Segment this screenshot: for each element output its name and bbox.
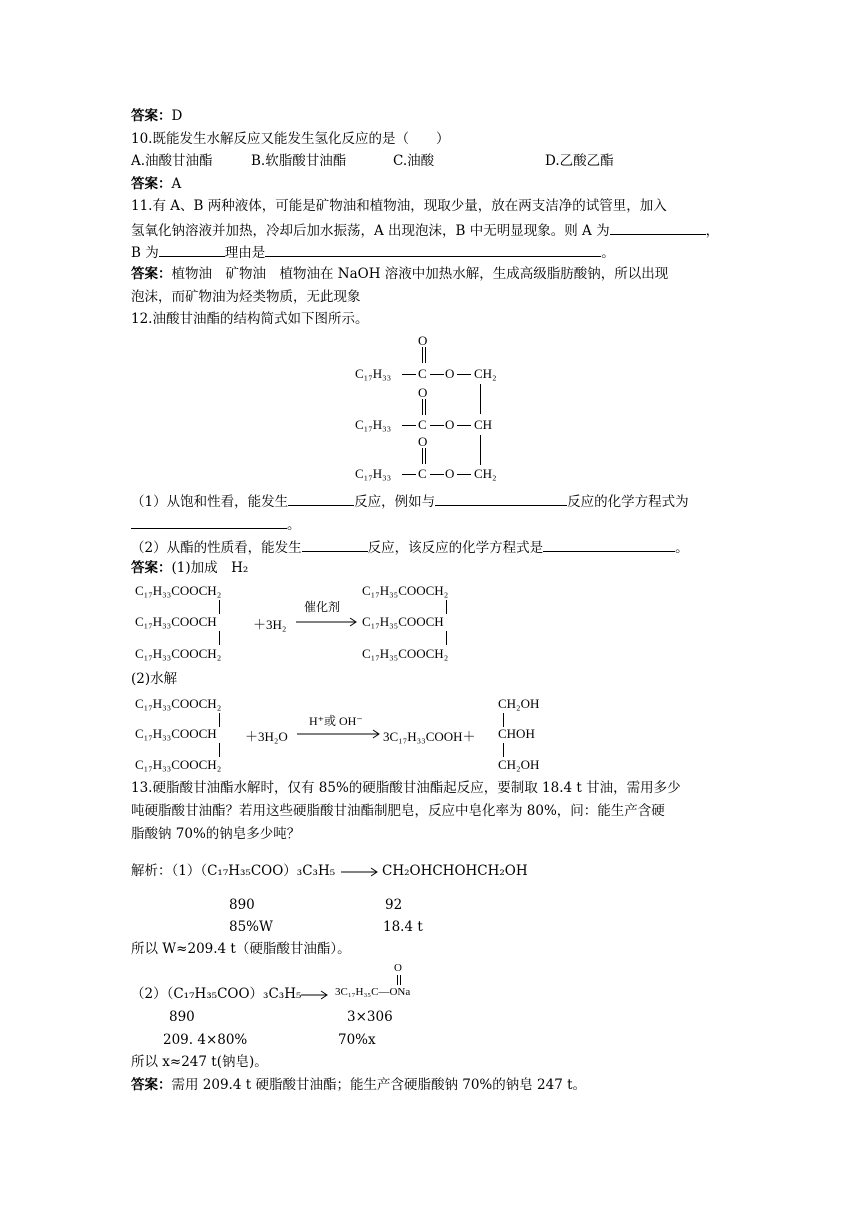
value-1: 209. 4×80% xyxy=(163,1032,248,1048)
bond xyxy=(219,600,220,614)
period: 。 xyxy=(287,517,301,533)
bond xyxy=(402,425,416,426)
plus-h2: ＋3H₂ xyxy=(253,617,287,632)
answer-label: 答案： xyxy=(131,176,172,192)
option-c: C.油酸 xyxy=(393,153,435,169)
double-bond xyxy=(422,399,423,415)
product-line: C₁₇H₃₅COOCH xyxy=(362,614,444,629)
q13-line2: 吨硬脂酸甘油酯？若用这些硬脂酸甘油酯制肥皂，反应中皂化率为 80%，问：能生产含硬 xyxy=(131,803,665,819)
reaction-arrow-icon xyxy=(341,867,381,877)
bond xyxy=(430,374,444,375)
double-bond xyxy=(400,975,401,985)
molar-mass-2: 92 xyxy=(385,897,403,913)
sub1-text: （1）从饱和性看，能发生 xyxy=(131,494,289,510)
blank-b xyxy=(159,242,225,257)
answer-text: 需用 209.4 t 硬脂酸甘油酯；能生产含硬脂酸钠 70%的钠皂 247 t。 xyxy=(171,1077,587,1093)
answer-label: 答案： xyxy=(131,108,172,124)
blank xyxy=(288,491,354,506)
molar-mass-1: 890 xyxy=(169,1009,195,1025)
answer-label: 答案： xyxy=(131,560,172,576)
reactant-line: C₁₇H₃₃COOCH₂ xyxy=(135,583,222,598)
bond xyxy=(457,374,471,375)
period: 。 xyxy=(601,245,615,261)
double-bond xyxy=(397,975,398,985)
ester-o: O xyxy=(445,417,455,432)
q11-reason-label: 理由是 xyxy=(224,245,266,261)
q12-question: 12.油酸甘油酯的结构简式如下图所示。 xyxy=(131,311,369,327)
q13-line1: 13.硬脂酸甘油酯水解时，仅有 85%的硬脂酸甘油酯起反应，要制取 18.4 t 甘油，需用多少 xyxy=(131,780,681,796)
q12-sub2 xyxy=(131,537,689,557)
q11-line2: 氢氧化钠溶液并加热，冷却后加水振荡，A 出现泡沫，B 中无明显现象。则 A 为 ， xyxy=(131,220,719,240)
result-2: 所以 x≈247 t(钠皂)。 xyxy=(131,1054,268,1070)
carbonyl-c: C xyxy=(418,466,427,481)
bond xyxy=(219,631,220,645)
value-2: 70%x xyxy=(338,1032,376,1048)
answer-label: 答案： xyxy=(131,1077,172,1093)
reactant-line: C₁₇H₃₃COOCH₂ xyxy=(135,646,222,661)
bond xyxy=(457,425,471,426)
glycerol-product: CH₂OHCHOHCH₂OH xyxy=(382,863,528,879)
sub2-text: （2）从酯的性质看，能发生 xyxy=(131,540,302,556)
q10-answer xyxy=(131,175,181,193)
fatty-acid-product: 3C₁₇H₃₃COOH＋ xyxy=(383,729,476,744)
catalyst-label: 催化剂 xyxy=(304,600,341,614)
option-d: D.乙酸乙酯 xyxy=(545,153,614,169)
ch2-group: CH₂ xyxy=(474,466,497,481)
blank xyxy=(543,537,675,552)
reaction-arrow-icon xyxy=(297,729,383,739)
reactant-line: C₁₇H₃₃COOCH₂ xyxy=(135,696,222,711)
molar-mass-2: 3×306 xyxy=(347,1009,393,1025)
carbonyl-o: O xyxy=(418,434,428,449)
carbonyl-o: O xyxy=(418,385,428,400)
sub2-text: 反应，该反应的化学方程式是 xyxy=(367,540,544,556)
answer-value: A xyxy=(171,176,182,192)
molar-mass-1: 890 xyxy=(229,897,255,913)
bond xyxy=(430,425,444,426)
q10-question: 10.既能发生水解反应又能发生氢化反应的是（ ） xyxy=(131,131,450,147)
blank-reason xyxy=(265,242,601,257)
q13-answer xyxy=(131,1076,586,1094)
blank-a xyxy=(610,220,706,235)
double-bond xyxy=(425,448,426,464)
bond xyxy=(402,474,416,475)
r-group: C₁₇H₃₃ xyxy=(355,466,392,481)
option-b: B.软脂酸甘油酯 xyxy=(251,153,347,169)
bond xyxy=(503,743,504,757)
carbonyl-c: C xyxy=(418,417,427,432)
q10-options xyxy=(131,152,614,170)
result-1: 所以 W≈209.4 t（硬脂酸甘油酯）。 xyxy=(131,941,351,957)
reaction-arrow-icon xyxy=(301,990,331,1000)
reaction-arrow-icon xyxy=(296,617,360,627)
answer-value: D xyxy=(171,108,183,124)
q11-line3 xyxy=(131,242,615,262)
carbonyl-o: O xyxy=(394,962,402,974)
solution-part1 xyxy=(131,862,335,880)
reactant-line: C₁₇H₃₃COOCH xyxy=(135,614,217,629)
ch-group: CH xyxy=(474,417,493,432)
q11-line1: 11.有 A、B 两种液体，可能是矿物油和植物油，现取少量，放在两支洁净的试管里，加入 xyxy=(131,198,667,214)
sub1-text: 反应的化学方程式为 xyxy=(567,494,689,510)
q9-answer xyxy=(131,107,182,125)
bond xyxy=(219,713,220,727)
reactant: 解析：（1）（C₁₇H₃₅COO）₃C₃H₅ xyxy=(131,863,336,879)
product-line: C₁₇H₃₅COOCH₂ xyxy=(362,646,449,661)
backbone-bond xyxy=(480,384,481,414)
backbone-bond xyxy=(480,435,481,465)
q11-line2-text: 氢氧化钠溶液并加热，冷却后加水振荡，A 出现泡沫，B 中无明显现象。则 A 为 xyxy=(131,223,610,239)
reactant-line: C₁₇H₃₃COOCH₂ xyxy=(135,757,222,772)
q12-answer xyxy=(131,559,248,577)
double-bond xyxy=(425,347,426,363)
double-bond xyxy=(422,448,423,464)
q11-answer-cont: 泡沫，而矿物油为烃类物质，无此现象 xyxy=(131,289,361,305)
blank xyxy=(435,491,567,506)
blank xyxy=(131,514,287,529)
condition-label: H⁺或 OH⁻ xyxy=(309,714,363,728)
q12-sub1 xyxy=(131,491,689,511)
q11-answer xyxy=(131,265,668,283)
bond xyxy=(446,600,447,614)
answer-label: 答案： xyxy=(131,266,172,282)
q12-sub1-cont xyxy=(131,514,301,534)
bond xyxy=(219,743,220,757)
ester-o: O xyxy=(445,366,455,381)
reactant-line: C₁₇H₃₃COOCH xyxy=(135,726,217,741)
q11-line3-b: B 为 xyxy=(131,245,159,261)
glycerol-line: CH₂OH xyxy=(498,696,540,711)
carbonyl-o: O xyxy=(418,333,428,348)
value-2: 18.4 t xyxy=(383,919,423,935)
bond xyxy=(402,374,416,375)
bond xyxy=(430,474,444,475)
double-bond xyxy=(422,347,423,363)
period: 。 xyxy=(675,540,689,556)
glycerol-line: CHOH xyxy=(498,726,535,741)
ch2-group: CH₂ xyxy=(474,366,497,381)
bond xyxy=(457,474,471,475)
value-1: 85%W xyxy=(229,919,273,935)
bond xyxy=(503,713,504,727)
r-group: C₁₇H₃₃ xyxy=(355,417,392,432)
glycerol-line: CH₂OH xyxy=(498,757,540,772)
solution-part2: （2）（C₁₇H₃₅COO）₃C₃H₅ xyxy=(131,986,302,1002)
r-group: C₁₇H₃₃ xyxy=(355,366,392,381)
ester-o: O xyxy=(445,466,455,481)
option-a: A.油酸甘油酯 xyxy=(131,153,213,169)
q12-answer2: (2)水解 xyxy=(131,671,178,687)
plus-water: ＋3H₂O xyxy=(245,729,288,744)
double-bond xyxy=(425,399,426,415)
answer-text-1: 植物油 矿物油 植物油在 NaOH 溶液中加热水解，生成高级脂肪酸钠，所以出现 xyxy=(171,266,669,282)
product-line: C₁₇H₃₅COOCH₂ xyxy=(362,583,449,598)
sub1-text: 反应，例如与 xyxy=(354,494,436,510)
blank xyxy=(302,537,368,552)
bond xyxy=(446,631,447,645)
answer-text: (1)加成 H₂ xyxy=(171,560,249,576)
q13-line3: 脂酸钠 70%的钠皂多少吨？ xyxy=(131,826,301,842)
carbonyl-c: C xyxy=(418,366,427,381)
soap-product: 3C₁₇H₃₅C—ONa xyxy=(335,986,411,998)
